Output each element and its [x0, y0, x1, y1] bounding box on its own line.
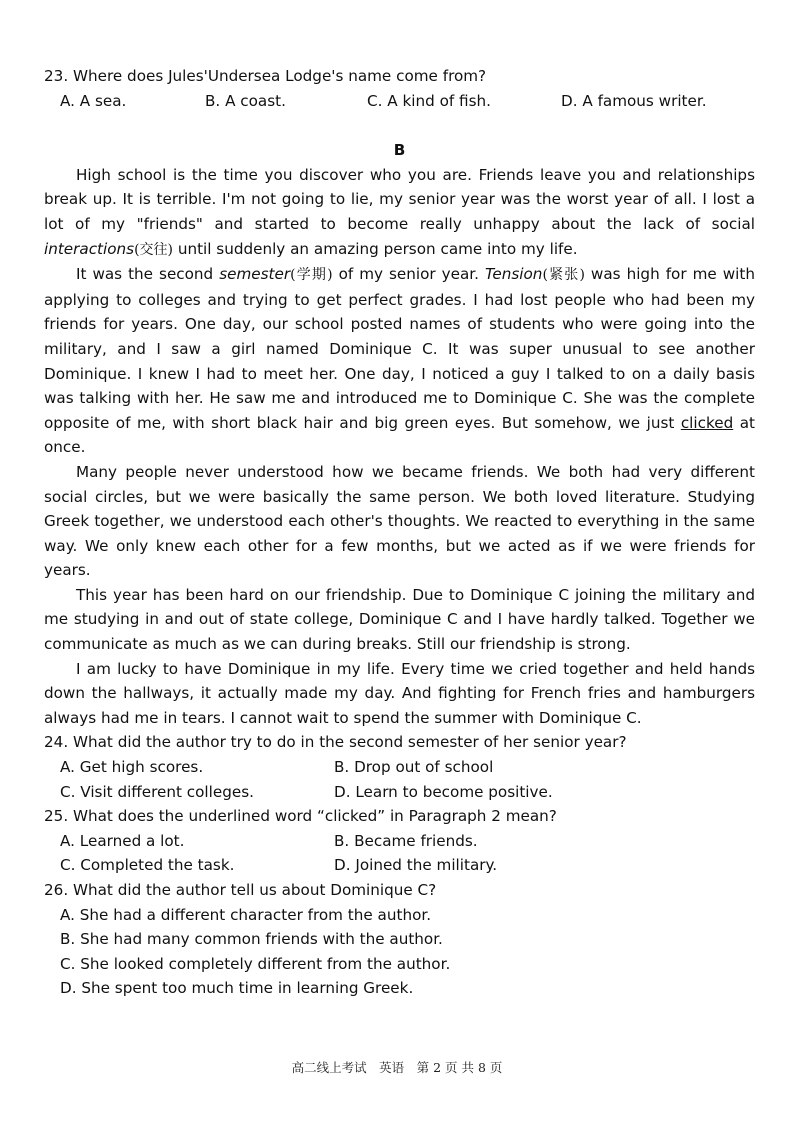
q26-option-c: C. She looked completely different from the author. — [60, 954, 451, 973]
underlined-word-clicked: clicked — [680, 413, 734, 432]
q25-option-d: D. Joined the military. — [334, 856, 498, 875]
q26-option-a: A. She had a different character from the author. — [60, 905, 432, 924]
q24-option-c: C. Visit different colleges. — [60, 782, 254, 801]
paragraph-3: Many people never understood how we became friends. We both had very different social circles, but we were basically the same person. We both loved literature. Studying Greek together, we understood each other's thoughts. We reacted to everything in the same way. We only knew each other for a few months, but we acted as if we were friends for years. — [44, 462, 755, 580]
question-24-options-row-2 — [44, 780, 755, 805]
paragraph-1: High school is the time you discover who you are. Friends leave you and relationships break up. It is terrible. I'm not going to lie, my senior year was the worst year of all. I lost a lot of my "friends" and started to become really unhappy about the lack of social interactions(交往) until suddenly an amazing person came into my life. — [44, 165, 755, 258]
q24-option-a: A. Get high scores. — [60, 758, 204, 777]
q25-option-a: A. Learned a lot. — [60, 831, 185, 850]
question-26-stem: 26. What did the author tell us about Dominique C? — [44, 881, 437, 899]
question-23-stem: 23. Where does Jules'Undersea Lodge's name come from? — [44, 67, 487, 85]
question-25-options-row-2 — [44, 853, 755, 878]
question-24-options-row-1 — [44, 755, 755, 780]
page-footer: 高二线上考试 英语 第 2 页 共 8 页 — [291, 1060, 503, 1075]
q25-option-b: B. Became friends. — [334, 831, 478, 850]
paragraph-5: I am lucky to have Dominique in my life. Every time we cried together and held hands down the hallways, it actually made my day. And fighting for French fries and hamburgers always had me in tears. I cannot wait to spend the summer with Dominique C. — [44, 659, 755, 727]
q26-option-d: D. She spent too much time in learning Greek. — [60, 979, 414, 998]
paragraph-2: It was the second semester(学期) of my senior year. Tension(紧张) was high for me with applying to colleges and trying to get perfect grades. I had lost people who had been my friends for years. One day, our school posted names of students who were going into the military, and I saw a girl named Dominique C. It was super unusual to see another Dominique. I knew I had to meet her. One day, I noticed a guy I talked to on a daily basis was talking with her. He saw me and introduced me to Dominique C. She was the complete opposite of me, with short black hair and big green eyes. But somehow, we just clicked at once. — [44, 265, 755, 457]
q23-option-d: D. A famous writer. — [561, 91, 707, 110]
q26-option-b: B. She had many common friends with the author. — [60, 930, 443, 949]
exam-page — [44, 64, 755, 1001]
q23-option-c: C. A kind of fish. — [367, 91, 491, 110]
q25-option-c: C. Completed the task. — [60, 856, 235, 875]
term-semester: semester — [219, 265, 291, 284]
q23-option-b: B. A coast. — [205, 91, 286, 110]
question-23-options — [44, 89, 755, 114]
gloss-interactions: (交往) — [134, 241, 173, 258]
question-24-stem: 24. What did the author try to do in the second semester of her senior year? — [44, 733, 627, 752]
term-tension: Tension — [485, 265, 543, 284]
gloss-semester: (学期) — [290, 267, 333, 284]
q23-option-a: A. A sea. — [60, 91, 127, 110]
gloss-tension: (紧张) — [542, 267, 585, 284]
paragraph-4: This year has been hard on our friendship. Due to Dominique C joining the military and me studying in and out of state college, Dominique C and I have hardly talked. Together we communicate as much as we can during breaks. Still our friendship is strong. — [44, 585, 755, 654]
question-25-stem: 25. What does the underlined word “clicked” in Paragraph 2 mean? — [44, 807, 557, 826]
q24-option-d: D. Learn to become positive. — [334, 782, 553, 801]
q24-option-b: B. Drop out of school — [334, 758, 494, 777]
term-interactions: interactions — [44, 239, 135, 258]
section-b-title: B — [393, 141, 406, 160]
question-25-options-row-1 — [44, 829, 755, 854]
